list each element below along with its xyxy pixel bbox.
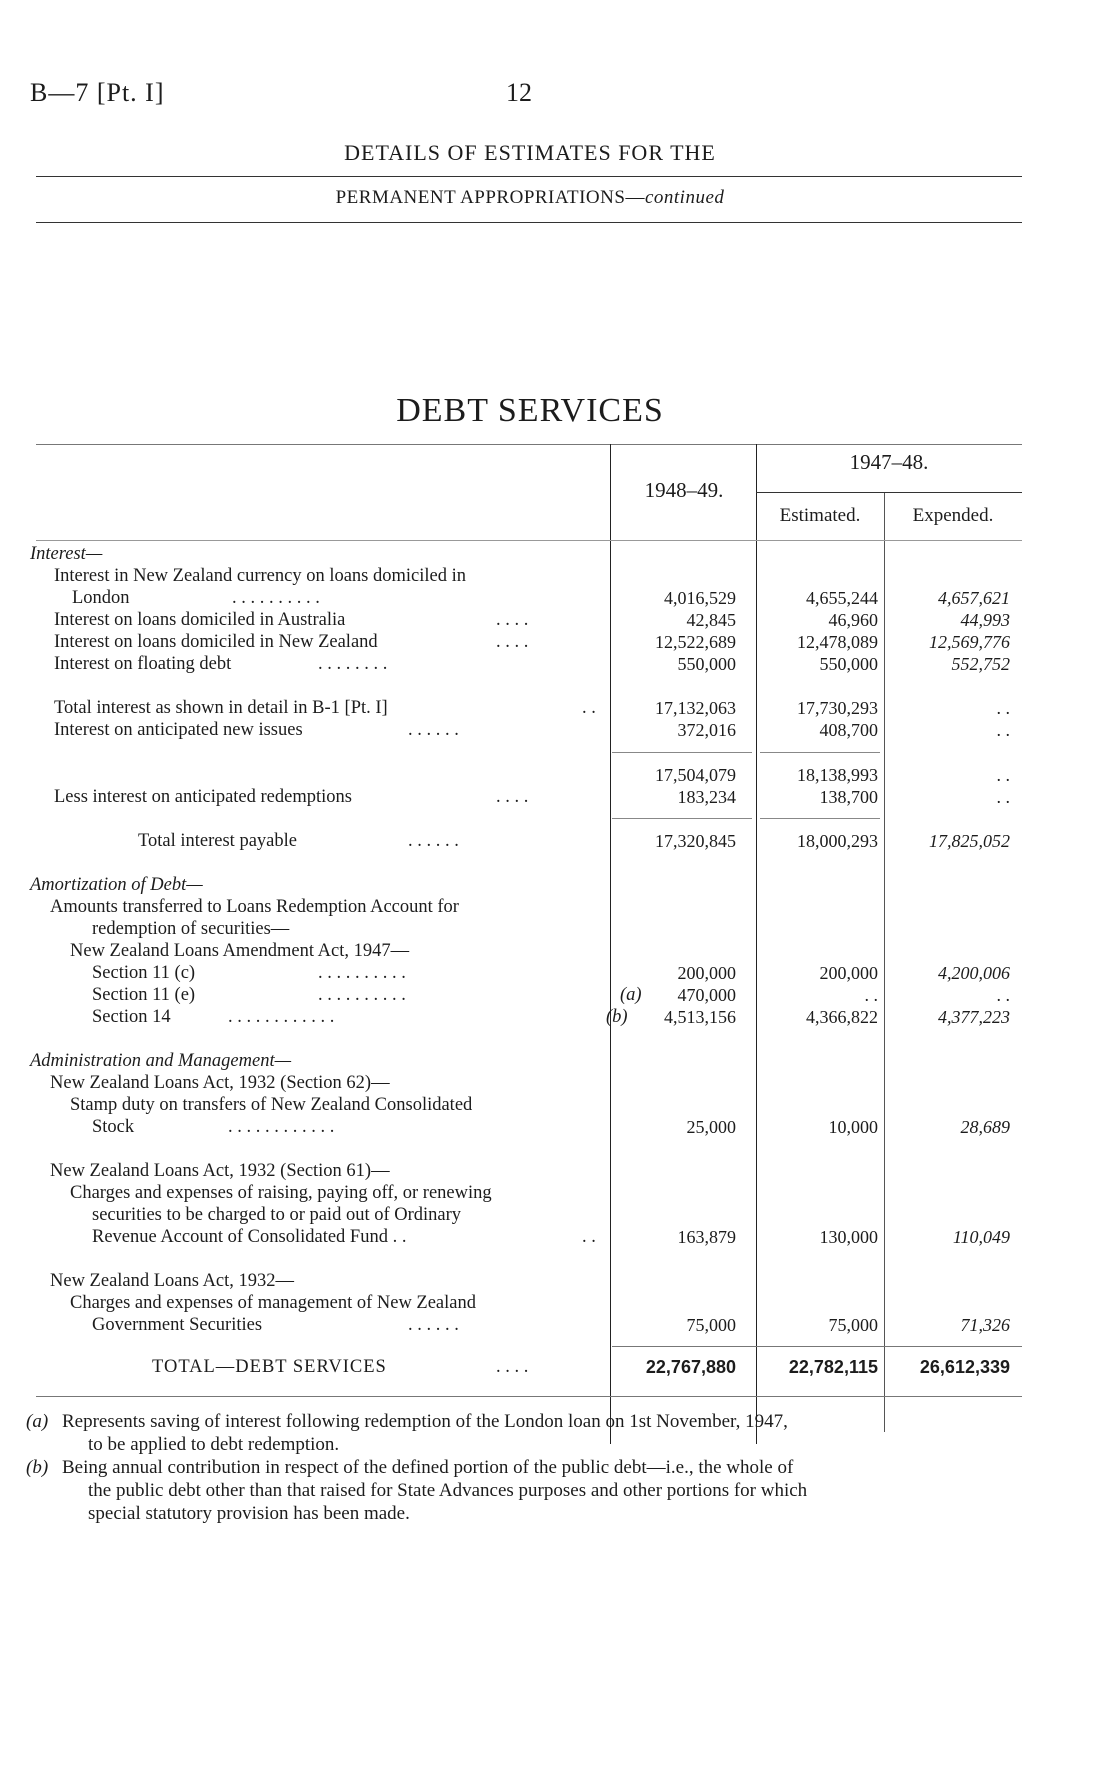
total-rule xyxy=(760,818,880,819)
row-label: Revenue Account of Consolidated Fund . . xyxy=(92,1227,407,1247)
row-label: New Zealand Loans Amendment Act, 1947— xyxy=(70,941,410,961)
category-heading: Amortization of Debt— xyxy=(30,875,203,895)
row-label: Charges and expenses of raising, paying off, or renewing xyxy=(70,1183,492,1203)
column-header-1948-49: 1948–49. xyxy=(644,478,724,502)
value-expended: 110,049 xyxy=(952,1227,1010,1247)
header-bottom-rule xyxy=(36,540,1022,541)
leader-dots: . . . . xyxy=(496,787,529,807)
footnote-a-marker: (a) xyxy=(26,1411,49,1432)
row-label: Amounts transferred to Loans Redemption Account for xyxy=(50,897,459,917)
section-title: DEBT SERVICES xyxy=(396,392,664,429)
value-estimated: 200,000 xyxy=(819,963,878,983)
value-estimated: 46,960 xyxy=(828,610,878,630)
row-label: Interest on loans domiciled in Australia xyxy=(54,610,346,630)
column-divider-3 xyxy=(884,492,885,1432)
value-1948-49: 75,000 xyxy=(686,1315,736,1335)
column-header-expended: Expended. xyxy=(912,505,994,526)
row-label: Section 14 xyxy=(92,1007,171,1027)
grand-total-rule xyxy=(612,1346,1022,1347)
value-estimated: . . xyxy=(864,985,878,1005)
row-label: Stamp duty on transfers of New Zealand Consolidated xyxy=(70,1095,473,1115)
leader-dots: . . . . . . . . . . xyxy=(318,985,406,1005)
row-label: Government Securities xyxy=(92,1315,263,1335)
total-rule xyxy=(612,818,752,819)
subtotal-rule xyxy=(760,752,880,753)
footnote-b-text: special statutory provision has been made. xyxy=(88,1503,410,1524)
footnote-marker-a: (a) xyxy=(620,985,642,1005)
value-1948-49: 4,016,529 xyxy=(664,588,736,608)
value-1948-49: 17,320,845 xyxy=(655,831,736,851)
value-1948-49: 183,234 xyxy=(677,787,736,807)
total-1948-49: 22,767,880 xyxy=(645,1357,736,1377)
value-estimated: 17,730,293 xyxy=(797,698,878,718)
value-expended: 28,689 xyxy=(960,1117,1010,1137)
subtitle-main: PERMANENT APPROPRIATIONS— xyxy=(335,187,645,208)
row-label: Interest in New Zealand currency on loans domiciled in xyxy=(54,566,466,586)
value-1948-49: 550,000 xyxy=(677,654,736,674)
page-subtitle xyxy=(0,187,1060,209)
value-expended: 4,657,621 xyxy=(938,588,1010,608)
value-expended: 4,200,006 xyxy=(938,963,1010,983)
row-label: New Zealand Loans Act, 1932— xyxy=(50,1271,295,1291)
leader-dots: . . . . xyxy=(496,610,529,630)
value-estimated: 550,000 xyxy=(819,654,878,674)
value-expended: 552,752 xyxy=(951,654,1010,674)
value-1948-49: 12,522,689 xyxy=(655,632,736,652)
row-label: Section 11 (e) xyxy=(92,985,196,1005)
row-label: securities to be charged to or paid out of Ordinary xyxy=(92,1205,462,1225)
document-reference: B—7 [Pt. I] xyxy=(30,78,165,107)
value-estimated: 75,000 xyxy=(828,1315,878,1335)
table-bottom-rule xyxy=(36,1396,1022,1397)
leader-dots: . . . . . . xyxy=(408,720,459,740)
footnote-a-text: to be applied to debt redemption. xyxy=(88,1434,340,1455)
value-expended: 4,377,223 xyxy=(938,1007,1010,1027)
row-label: London xyxy=(72,588,130,608)
column-divider-1 xyxy=(610,444,611,1444)
subtitle-continued: continued xyxy=(644,187,725,208)
leader-dots: . . . . . . . . . . . . xyxy=(228,1007,335,1027)
page-title: DETAILS OF ESTIMATES FOR THE xyxy=(344,140,716,165)
row-label: Total interest as shown in detail in B-1 [Pt. I] xyxy=(54,698,388,718)
row-label: Interest on anticipated new issues xyxy=(54,720,303,740)
leader-dots: . . . . xyxy=(496,1357,529,1377)
leader-dots: . . . . . . . . . . . . xyxy=(228,1117,335,1137)
value-1948-49: 42,845 xyxy=(686,610,736,630)
leader-dots: . . . . . . . . xyxy=(318,654,388,674)
row-label: Charges and expenses of management of New Zealand xyxy=(70,1293,476,1313)
value-estimated: 18,000,293 xyxy=(797,831,878,851)
value-estimated: 4,366,822 xyxy=(806,1007,878,1027)
leader-dots: . . . . xyxy=(496,632,529,652)
group-header-rule xyxy=(756,492,1022,493)
value-1948-49: 17,504,079 xyxy=(655,765,736,785)
row-label: New Zealand Loans Act, 1932 (Section 61)— xyxy=(50,1161,390,1181)
value-1948-49: 470,000 xyxy=(677,985,736,1005)
category-heading: Interest— xyxy=(30,544,103,564)
value-expended: 71,326 xyxy=(960,1315,1010,1335)
footnote-b-text: the public debt other than that raised for State Advances purposes and other portions for which xyxy=(88,1480,808,1501)
leader-dots: . . . . . . . . . . xyxy=(232,588,320,608)
row-label: Interest on loans domiciled in New Zealand xyxy=(54,632,378,652)
row-label: redemption of securities— xyxy=(92,919,290,939)
leader-dots: . . . . . . . . . . xyxy=(318,963,406,983)
category-heading: Administration and Management— xyxy=(30,1051,292,1071)
subtitle-rule xyxy=(36,222,1022,223)
value-estimated: 138,700 xyxy=(819,787,878,807)
value-estimated: 12,478,089 xyxy=(797,632,878,652)
value-1948-49: 372,016 xyxy=(677,720,736,740)
total-expended: 26,612,339 xyxy=(919,1357,1010,1377)
value-1948-49: 4,513,156 xyxy=(664,1007,736,1027)
leader-dots: . . . . . . xyxy=(408,831,459,851)
value-expended: 44,993 xyxy=(960,610,1010,630)
row-label: Section 11 (c) xyxy=(92,963,196,983)
value-estimated: 408,700 xyxy=(819,720,878,740)
value-expended: 17,825,052 xyxy=(929,831,1010,851)
value-1948-49: 17,132,063 xyxy=(655,698,736,718)
table-top-rule xyxy=(36,444,1022,445)
value-estimated: 10,000 xyxy=(828,1117,878,1137)
value-expended: 12,569,776 xyxy=(929,632,1010,652)
footnote-b-text: Being annual contribution in respect of the defined portion of the public debt—i.e., the whole of xyxy=(62,1457,794,1478)
value-1948-49: 200,000 xyxy=(677,963,736,983)
subtotal-rule xyxy=(612,752,752,753)
value-estimated: 130,000 xyxy=(819,1227,878,1247)
column-divider-2 xyxy=(756,444,757,1444)
leader-dots: . . xyxy=(582,698,596,718)
row-label: Interest on floating debt xyxy=(54,654,232,674)
row-label: Total interest payable xyxy=(138,831,297,851)
value-expended: . . xyxy=(996,698,1010,718)
row-label: Less interest on anticipated redemptions xyxy=(54,787,352,807)
column-header-estimated: Estimated. xyxy=(779,505,861,526)
footnote-marker-b: (b) xyxy=(606,1007,628,1027)
page-number: 12 xyxy=(506,78,532,107)
row-label: Stock xyxy=(92,1117,135,1137)
footnote-b-marker: (b) xyxy=(26,1457,49,1478)
value-expended: . . xyxy=(996,765,1010,785)
value-1948-49: 25,000 xyxy=(686,1117,736,1137)
total-label: TOTAL—DEBT SERVICES xyxy=(152,1357,387,1377)
footnote-a-text: Represents saving of interest following redemption of the London loan on 1st November, 1947, xyxy=(62,1411,788,1432)
value-estimated: 4,655,244 xyxy=(806,588,878,608)
leader-dots: . . . . . . xyxy=(408,1315,459,1335)
value-expended: . . xyxy=(996,787,1010,807)
value-expended: . . xyxy=(996,720,1010,740)
leader-dots: . . xyxy=(582,1227,596,1247)
value-1948-49: 163,879 xyxy=(677,1227,736,1247)
value-estimated: 18,138,993 xyxy=(797,765,878,785)
value-expended: . . xyxy=(996,985,1010,1005)
title-rule xyxy=(36,176,1022,177)
row-label: New Zealand Loans Act, 1932 (Section 62)— xyxy=(50,1073,390,1093)
column-header-1947-48: 1947–48. xyxy=(849,450,929,474)
total-estimated: 22,782,115 xyxy=(788,1357,878,1377)
